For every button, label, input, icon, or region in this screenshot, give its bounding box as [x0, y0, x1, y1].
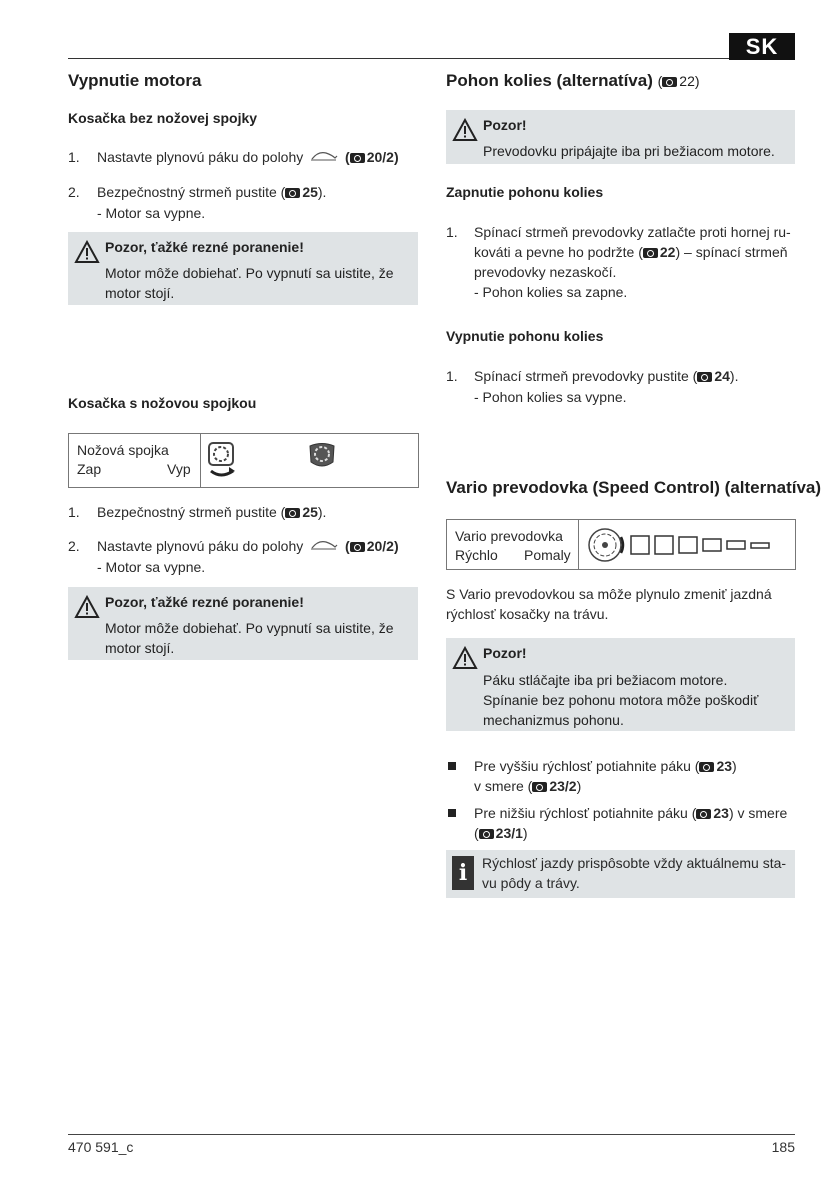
clutch-engage-icon [207, 441, 239, 481]
left-section-title: Vypnutie motora [68, 71, 202, 90]
right-subheading-drive-on: Zapnutie pohonu kolies [446, 184, 604, 200]
vario-slow-label: Pomaly [524, 547, 571, 563]
footer-rule [68, 1134, 795, 1135]
clutch-disengage-icon [307, 442, 337, 470]
left-subheading-no-clutch: Kosačka bez nožovej spojky [68, 110, 258, 126]
info-text: Rýchlosť jazdy prispôsobte vždy aktuálnemu sta- [482, 855, 787, 871]
warning-text: Prevodovku pripájajte iba pri bežiacom motore. [483, 143, 775, 159]
warning-title: Pozor! [483, 645, 527, 661]
warning-text: Spínanie bez pohonu motora môže poškodiť [483, 692, 759, 708]
info-icon: i [452, 856, 474, 890]
header-rule [68, 58, 795, 59]
figure-ref-icon [696, 809, 711, 819]
vario-table [446, 519, 796, 570]
figure-ref-icon [532, 782, 547, 792]
clutch-on-label: Zap [77, 461, 102, 477]
info-text: vu pôdy a trávy. [482, 875, 580, 891]
figure-ref-icon [643, 248, 658, 258]
warning-icon [74, 595, 100, 619]
warning-box-gearbox [446, 110, 795, 164]
right-section-title: Pohon kolies (alternatíva) ( 22) [446, 71, 700, 90]
turtle-icon [309, 539, 339, 551]
warning-text: motor stojí. [105, 285, 175, 301]
vario-description: S Vario prevodovkou sa môže plynulo zmeniť jazdná rýchlosť kosačky na trávu. [446, 586, 772, 622]
warning-icon [74, 240, 100, 264]
document-id: 470 591_c [68, 1139, 134, 1155]
figure-ref-icon [699, 762, 714, 772]
figure-ref-icon [662, 77, 677, 87]
figure-ref-icon [697, 372, 712, 382]
vario-fast-label: Rýchlo [455, 547, 498, 563]
warning-box-vario [446, 638, 795, 731]
bullet-speed-down: Pre nižšiu rýchlosť potiahnite páku ( 23) v smere ( 23/1) [446, 803, 796, 843]
warning-icon [452, 646, 478, 670]
warning-text: Motor môže dobiehať. Po vypnutí sa uistite, že [105, 620, 394, 636]
figure-ref-icon [350, 542, 365, 552]
bullet-marker [448, 809, 456, 817]
warning-text: Motor môže dobiehať. Po vypnutí sa uistite, že [105, 265, 394, 281]
page-number: 185 [771, 1139, 795, 1155]
warning-box-cut-2 [68, 587, 418, 660]
figure-ref-icon [479, 829, 494, 839]
vario-label-cell [447, 520, 579, 569]
vario-speed-scale-icon [585, 525, 791, 565]
warning-title: Pozor! [483, 117, 527, 133]
figure-ref-icon [285, 188, 300, 198]
blade-clutch-table [68, 433, 419, 488]
figure-ref-icon [285, 508, 300, 518]
clutch-off-label: Vyp [167, 461, 191, 477]
left-subheading-with-clutch: Kosačka s nožovou spojkou [68, 395, 257, 411]
vario-label: Vario prevodovka [455, 528, 563, 544]
warning-text: mechanizmus pohonu. [483, 712, 624, 728]
figure-ref-icon [350, 153, 365, 163]
right-subheading-drive-off: Vypnutie pohonu kolies [446, 328, 604, 344]
warning-text: motor stojí. [105, 640, 175, 656]
warning-title: Pozor, ťažké rezné poranenie! [105, 239, 304, 255]
info-box [446, 850, 795, 898]
language-badge: SK [729, 33, 795, 60]
warning-text: Páku stláčajte iba pri bežiacom motore. [483, 672, 728, 688]
warning-title: Pozor, ťažké rezné poranenie! [105, 594, 304, 610]
warning-box-cut-1 [68, 232, 418, 305]
clutch-label-cell [69, 434, 201, 487]
bullet-speed-up: Pre vyššiu rýchlosť potiahnite páku ( 23) v smere ( 23/2) [446, 756, 796, 796]
clutch-label: Nožová spojka [77, 442, 169, 458]
warning-icon [452, 118, 478, 142]
bullet-marker [448, 762, 456, 770]
turtle-icon [309, 150, 339, 162]
vario-section-title: Vario prevodovka (Speed Control) (alternatíva) [446, 478, 822, 497]
